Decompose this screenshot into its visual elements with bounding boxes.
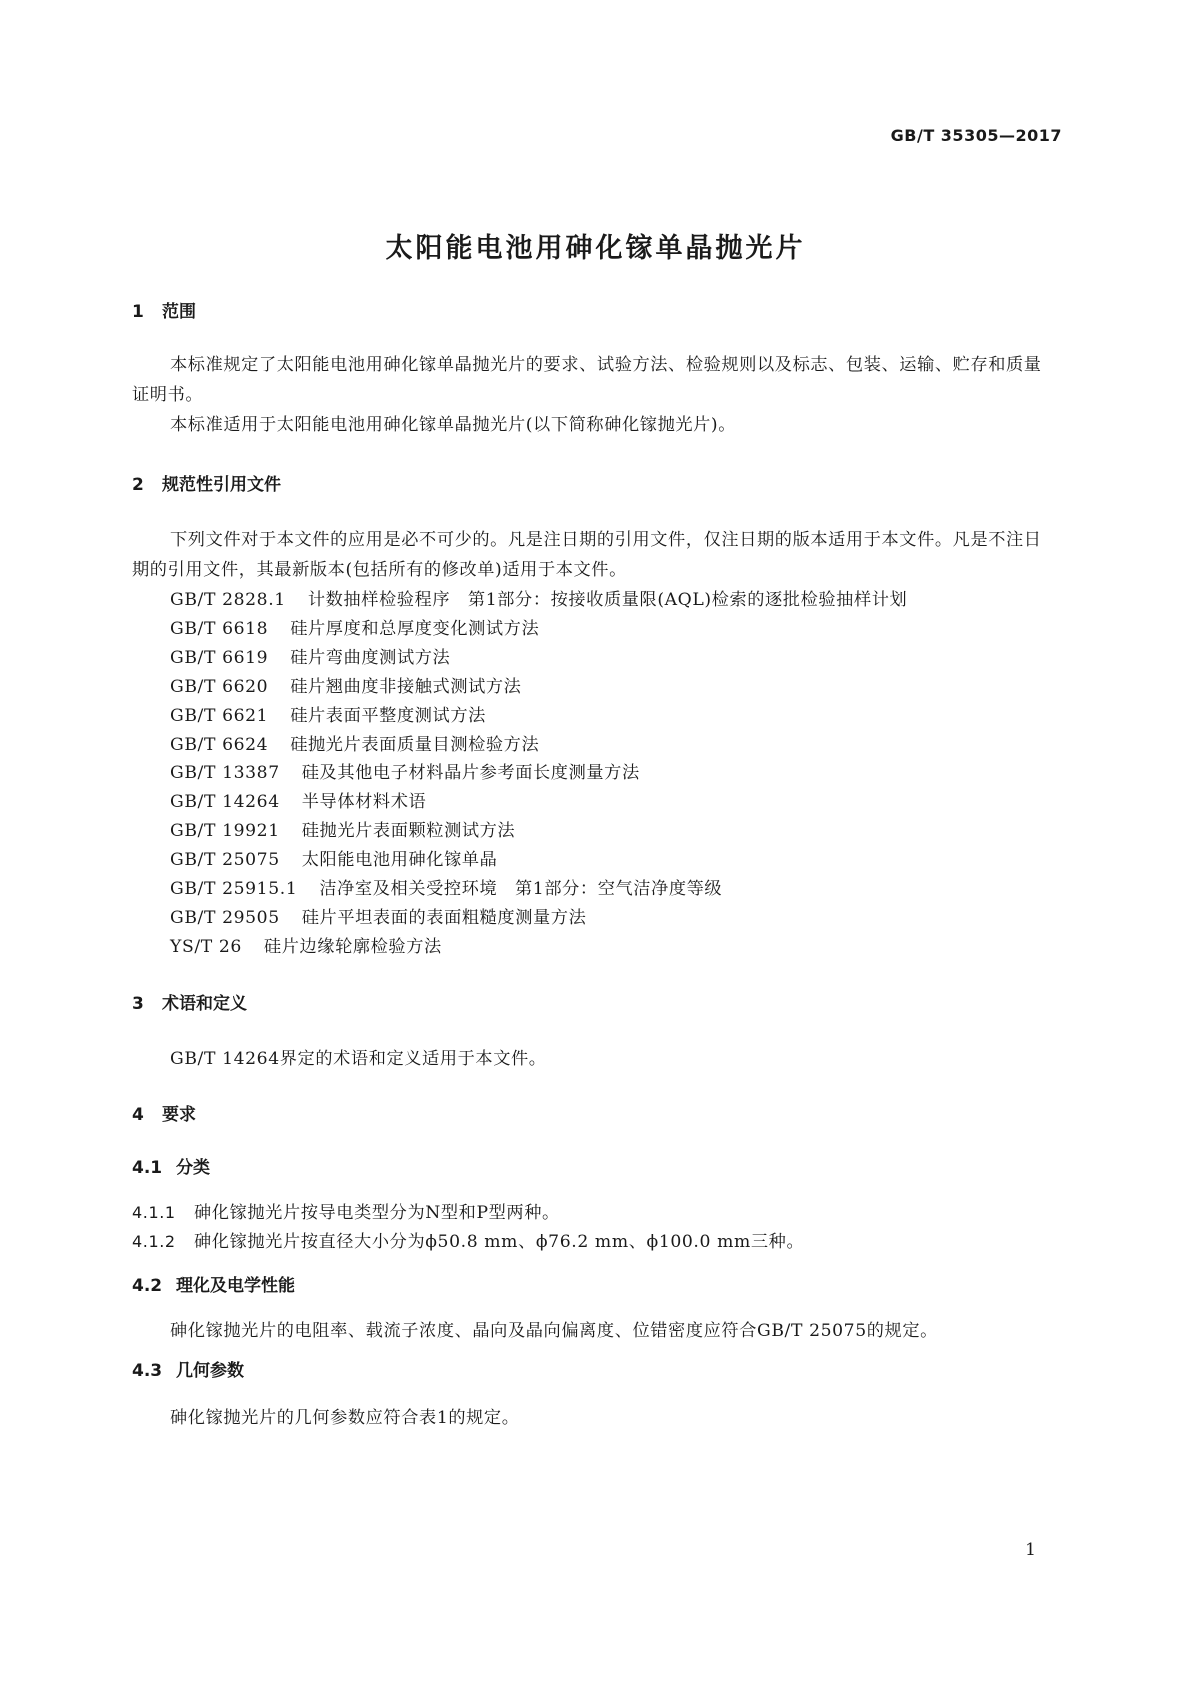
section-number: 3 <box>132 994 144 1014</box>
reference-title: 硅片边缘轮廓检验方法 <box>263 937 442 957</box>
reference-item <box>170 903 586 928</box>
clause-text: 砷化镓抛光片按导电类型分为N型和P型两种。 <box>194 1203 560 1223</box>
reference-item <box>170 730 539 755</box>
reference-item <box>170 614 539 639</box>
section-title: 分类 <box>176 1158 210 1178</box>
standard-code: GB/T 35305—2017 <box>890 126 1062 145</box>
reference-item <box>170 701 486 726</box>
section-title: 术语和定义 <box>162 994 247 1014</box>
clause-number: 4.1.1 <box>132 1203 176 1222</box>
clause-4-1-2 <box>132 1227 804 1252</box>
reference-title: 硅抛光片表面质量目测检验方法 <box>290 735 540 755</box>
reference-item <box>170 932 442 957</box>
reference-code: GB/T 19921 <box>170 821 280 841</box>
section-1-paragraph-1: 本标准规定了太阳能电池用砷化镓单晶抛光片的要求、试验方法、检验规则以及标志、包装、运输、贮存和质量证明书。 <box>132 355 1042 405</box>
reference-item <box>170 874 722 899</box>
reference-title: 硅及其他电子材料晶片参考面长度测量方法 <box>301 763 640 783</box>
reference-code: GB/T 13387 <box>170 763 280 783</box>
section-1-heading <box>132 297 196 322</box>
reference-code: GB/T 29505 <box>170 908 280 928</box>
reference-item <box>170 585 907 610</box>
reference-title: 硅片翘曲度非接触式测试方法 <box>290 677 522 697</box>
reference-title: 计数抽样检验程序 第1部分：按接收质量限(AQL)检索的逐批检验抽样计划 <box>307 590 908 610</box>
reference-title: 太阳能电池用砷化镓单晶 <box>301 850 498 870</box>
reference-code: GB/T 6621 <box>170 706 269 726</box>
clause-text: 砷化镓抛光片按直径大小分为ϕ50.8 mm、ϕ76.2 mm、ϕ100.0 mm三种。 <box>194 1232 805 1252</box>
section-number: 4.3 <box>132 1361 163 1381</box>
reference-item <box>170 672 521 697</box>
section-3-heading <box>132 989 247 1014</box>
reference-item <box>170 816 515 841</box>
reference-code: GB/T 2828.1 <box>170 590 286 610</box>
document-title: 太阳能电池用砷化镓单晶抛光片 <box>385 233 806 264</box>
section-number: 4.1 <box>132 1158 163 1178</box>
section-4-heading <box>132 1100 196 1125</box>
reference-code: GB/T 14264 <box>170 792 280 812</box>
section-number: 4.2 <box>132 1276 163 1296</box>
reference-code: GB/T 25075 <box>170 850 280 870</box>
section-title: 理化及电学性能 <box>176 1276 295 1296</box>
section-number: 1 <box>132 302 144 322</box>
reference-code: GB/T 6619 <box>170 648 269 668</box>
section-3-paragraph: GB/T 14264界定的术语和定义适用于本文件。 <box>170 1049 547 1069</box>
reference-item <box>170 643 450 668</box>
section-title: 范围 <box>162 302 196 322</box>
section-2-intro: 下列文件对于本文件的应用是必不可少的。凡是注日期的引用文件，仅注日期的版本适用于本文件。凡是不注日期的引用文件，其最新版本(包括所有的修改单)适用于本文件。 <box>132 530 1042 580</box>
reference-code: GB/T 25915.1 <box>170 879 298 899</box>
section-number: 2 <box>132 475 144 495</box>
reference-title: 硅片表面平整度测试方法 <box>290 706 486 726</box>
clause-4-1-1 <box>132 1198 560 1223</box>
section-1-paragraph-2: 本标准适用于太阳能电池用砷化镓单晶抛光片(以下简称砷化镓抛光片)。 <box>170 415 737 435</box>
section-number: 4 <box>132 1105 144 1125</box>
section-4-1-heading <box>132 1153 210 1178</box>
reference-title: 硅片厚度和总厚度变化测试方法 <box>290 619 540 639</box>
reference-item <box>170 758 640 783</box>
reference-code: GB/T 6618 <box>170 619 269 639</box>
section-4-2-paragraph: 砷化镓抛光片的电阻率、载流子浓度、晶向及晶向偏离度、位错密度应符合GB/T 25075的规定。 <box>170 1321 938 1341</box>
reference-title: 硅片弯曲度测试方法 <box>290 648 451 668</box>
page-number: 1 <box>1025 1540 1036 1560</box>
section-title: 规范性引用文件 <box>162 475 281 495</box>
reference-title: 洁净室及相关受控环境 第1部分：空气洁净度等级 <box>319 879 723 899</box>
section-title: 几何参数 <box>176 1361 244 1381</box>
reference-item <box>170 787 426 812</box>
reference-code: GB/T 6624 <box>170 735 269 755</box>
section-4-3-heading <box>132 1356 244 1381</box>
reference-title: 硅片平坦表面的表面粗糙度测量方法 <box>301 908 587 928</box>
reference-code: GB/T 6620 <box>170 677 269 697</box>
section-2-heading <box>132 470 281 495</box>
clause-number: 4.1.2 <box>132 1232 176 1251</box>
section-4-2-heading <box>132 1271 295 1296</box>
section-4-3-paragraph: 砷化镓抛光片的几何参数应符合表1的规定。 <box>170 1408 520 1428</box>
reference-title: 半导体材料术语 <box>301 792 427 812</box>
reference-item <box>170 845 497 870</box>
reference-code: YS/T 26 <box>170 937 242 957</box>
reference-title: 硅抛光片表面颗粒测试方法 <box>301 821 516 841</box>
section-title: 要求 <box>162 1105 196 1125</box>
